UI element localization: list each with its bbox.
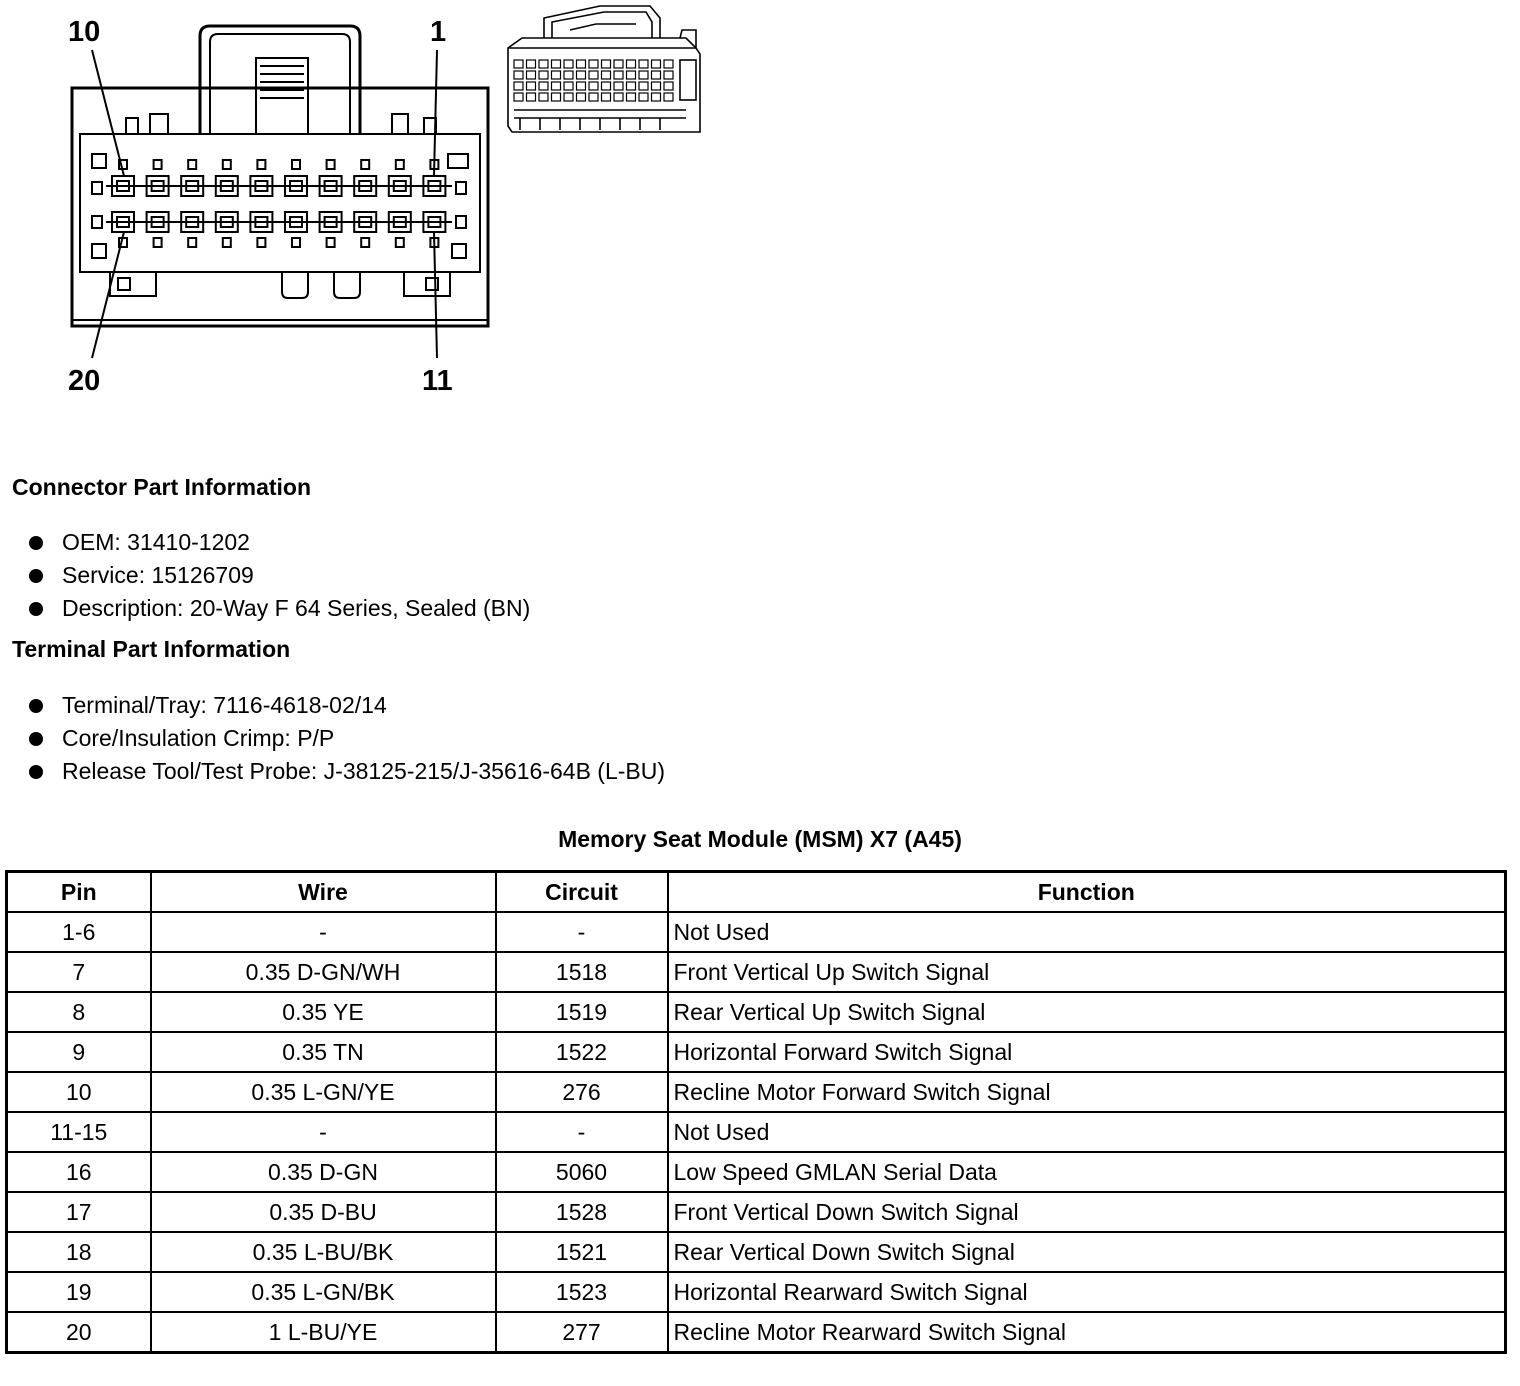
perspective-cell (652, 71, 661, 79)
pin-label-10: 10 (68, 16, 101, 48)
perspective-cell (564, 60, 573, 68)
perspective-cell (514, 82, 523, 90)
cell-wire: 0.35 TN (151, 1032, 496, 1072)
pin-latch-tab (257, 160, 265, 169)
cell-function: Not Used (668, 1112, 1506, 1152)
service-text: Service: 15126709 (62, 562, 254, 588)
oem-text: OEM: 31410-1202 (62, 529, 250, 555)
perspective-cell (552, 93, 561, 101)
perspective-cell (602, 60, 611, 68)
perspective-cell (527, 71, 536, 79)
perspective-cell (614, 82, 623, 90)
list-item (0, 559, 530, 592)
connector-perspective-view (500, 0, 710, 140)
bullet-icon (29, 732, 43, 746)
perspective-cell (527, 60, 536, 68)
perspective-cell (664, 60, 673, 68)
cell-wire: 0.35 D-GN (151, 1152, 496, 1192)
perspective-cell (602, 71, 611, 79)
header-wire: Wire (151, 872, 496, 913)
perspective-cell (639, 82, 648, 90)
perspective-cell (539, 93, 548, 101)
cell-function: Not Used (668, 912, 1506, 952)
pin-latch-tab (188, 238, 196, 247)
perspective-cell (539, 71, 548, 79)
list-item (0, 722, 665, 755)
perspective-cell (664, 71, 673, 79)
bullet-icon (29, 569, 43, 583)
table-row (7, 952, 1506, 992)
table-row (7, 1152, 1506, 1192)
perspective-cell (614, 60, 623, 68)
table-row (7, 1112, 1506, 1152)
pin-latch-tab (154, 238, 162, 247)
perspective-cell (664, 93, 673, 101)
header-function: Function (668, 872, 1506, 913)
pin-latch-tab (396, 160, 404, 169)
cell-circuit: - (496, 1112, 668, 1152)
cell-pin: 16 (7, 1152, 151, 1192)
cell-function: Rear Vertical Up Switch Signal (668, 992, 1506, 1032)
perspective-cell (589, 93, 598, 101)
cell-wire: 0.35 D-BU (151, 1192, 496, 1232)
pin-label-20: 20 (68, 365, 101, 397)
perspective-cell (589, 60, 598, 68)
table-caption: Memory Seat Module (MSM) X7 (A45) (558, 826, 962, 852)
table-row (7, 1032, 1506, 1072)
terminal-part-info-heading: Terminal Part Information (12, 636, 291, 662)
perspective-cell (627, 93, 636, 101)
perspective-cell (627, 82, 636, 90)
terminal-part-info-list (0, 689, 665, 788)
release-tool-text: Release Tool/Test Probe: J-38125-215/J-35616-64B (L-BU) (62, 758, 666, 784)
cell-circuit: 1518 (496, 952, 668, 992)
list-item (0, 755, 665, 788)
cell-wire: 0.35 L-GN/BK (151, 1272, 496, 1312)
pin-latch-tab (292, 160, 300, 169)
cell-circuit: 276 (496, 1072, 668, 1112)
perspective-cell (577, 60, 586, 68)
perspective-cell (639, 93, 648, 101)
pin-latch-tab (327, 238, 335, 247)
perspective-cell (589, 82, 598, 90)
perspective-cell (652, 82, 661, 90)
bullet-icon (29, 699, 43, 713)
pin-latch-tab (223, 160, 231, 169)
perspective-cell (552, 60, 561, 68)
cell-circuit: 1522 (496, 1032, 668, 1072)
bullet-icon (29, 602, 43, 616)
cell-pin: 8 (7, 992, 151, 1032)
perspective-cell (652, 93, 661, 101)
cell-pin: 18 (7, 1232, 151, 1272)
cell-circuit: 1528 (496, 1192, 668, 1232)
table-row (7, 1232, 1506, 1272)
perspective-cell (539, 60, 548, 68)
perspective-cell (564, 82, 573, 90)
cell-pin: 10 (7, 1072, 151, 1112)
cell-wire: - (151, 1112, 496, 1152)
pin-label-1: 1 (430, 16, 447, 48)
crimp-text: Core/Insulation Crimp: P/P (62, 725, 335, 751)
pin-latch-tab (361, 238, 369, 247)
description-text: Description: 20-Way F 64 Series, Sealed (BN) (62, 595, 531, 621)
cell-function: Recline Motor Rearward Switch Signal (668, 1312, 1506, 1353)
perspective-cell (614, 71, 623, 79)
perspective-cell (664, 82, 673, 90)
perspective-cell (627, 60, 636, 68)
connector-part-info-list (0, 526, 530, 625)
perspective-cell (602, 93, 611, 101)
perspective-cell (552, 71, 561, 79)
perspective-cell (602, 82, 611, 90)
perspective-cell (514, 60, 523, 68)
perspective-cell (577, 93, 586, 101)
cell-wire: 0.35 YE (151, 992, 496, 1032)
bullet-icon (29, 765, 43, 779)
perspective-cell (552, 82, 561, 90)
cell-circuit: 1519 (496, 992, 668, 1032)
cell-circuit: 1523 (496, 1272, 668, 1312)
header-pin: Pin (7, 872, 151, 913)
table-row (7, 1312, 1506, 1353)
table-header-row (7, 872, 1506, 913)
connector-part-info-heading: Connector Part Information (12, 474, 312, 500)
perspective-cell (564, 93, 573, 101)
cell-circuit: 277 (496, 1312, 668, 1353)
table-row (7, 1272, 1506, 1312)
cell-pin: 17 (7, 1192, 151, 1232)
perspective-cell (577, 71, 586, 79)
perspective-cell (627, 71, 636, 79)
pin-latch-tab (154, 160, 162, 169)
pin-latch-tab (223, 238, 231, 247)
list-item (0, 689, 665, 722)
perspective-cell (514, 71, 523, 79)
perspective-cell (639, 71, 648, 79)
perspective-cell (589, 71, 598, 79)
pin-label-11: 11 (422, 365, 453, 397)
table-row (7, 1072, 1506, 1112)
cell-function: Recline Motor Forward Switch Signal (668, 1072, 1506, 1112)
perspective-cell (652, 60, 661, 68)
cell-pin: 9 (7, 1032, 151, 1072)
pin-latch-tab (361, 160, 369, 169)
perspective-cell (614, 93, 623, 101)
cell-wire: 0.35 D-GN/WH (151, 952, 496, 992)
cell-pin: 19 (7, 1272, 151, 1312)
terminal-tray-text: Terminal/Tray: 7116-4618-02/14 (62, 692, 387, 718)
cell-wire: 0.35 L-BU/BK (151, 1232, 496, 1272)
connector-diagram (0, 0, 720, 410)
cell-function: Horizontal Rearward Switch Signal (668, 1272, 1506, 1312)
cell-pin: 20 (7, 1312, 151, 1353)
cell-pin: 7 (7, 952, 151, 992)
cell-function: Horizontal Forward Switch Signal (668, 1032, 1506, 1072)
cell-circuit: 1521 (496, 1232, 668, 1272)
table-row (7, 1192, 1506, 1232)
perspective-cell (527, 82, 536, 90)
cell-circuit: 5060 (496, 1152, 668, 1192)
bullet-icon (29, 536, 43, 550)
cell-function: Front Vertical Up Switch Signal (668, 952, 1506, 992)
cell-pin: 1-6 (7, 912, 151, 952)
pin-latch-tab (257, 238, 265, 247)
cell-pin: 11-15 (7, 1112, 151, 1152)
perspective-cell (577, 82, 586, 90)
cell-function: Front Vertical Down Switch Signal (668, 1192, 1506, 1232)
table-row (7, 912, 1506, 952)
perspective-cell (539, 82, 548, 90)
pin-latch-tab (396, 238, 404, 247)
cell-wire: 1 L-BU/YE (151, 1312, 496, 1353)
pin-latch-tab (188, 160, 196, 169)
table-row (7, 992, 1506, 1032)
cell-wire: 0.35 L-GN/YE (151, 1072, 496, 1112)
cell-circuit: - (496, 912, 668, 952)
perspective-cell (527, 93, 536, 101)
list-item (0, 592, 530, 625)
cell-function: Rear Vertical Down Switch Signal (668, 1232, 1506, 1272)
pinout-table (5, 870, 1507, 1354)
pin-latch-tab (327, 160, 335, 169)
cell-wire: - (151, 912, 496, 952)
cell-function: Low Speed GMLAN Serial Data (668, 1152, 1506, 1192)
pin-latch-tab (292, 238, 300, 247)
header-circuit: Circuit (496, 872, 668, 913)
perspective-cell (564, 71, 573, 79)
perspective-cell (514, 93, 523, 101)
perspective-cell (639, 60, 648, 68)
list-item (0, 526, 530, 559)
